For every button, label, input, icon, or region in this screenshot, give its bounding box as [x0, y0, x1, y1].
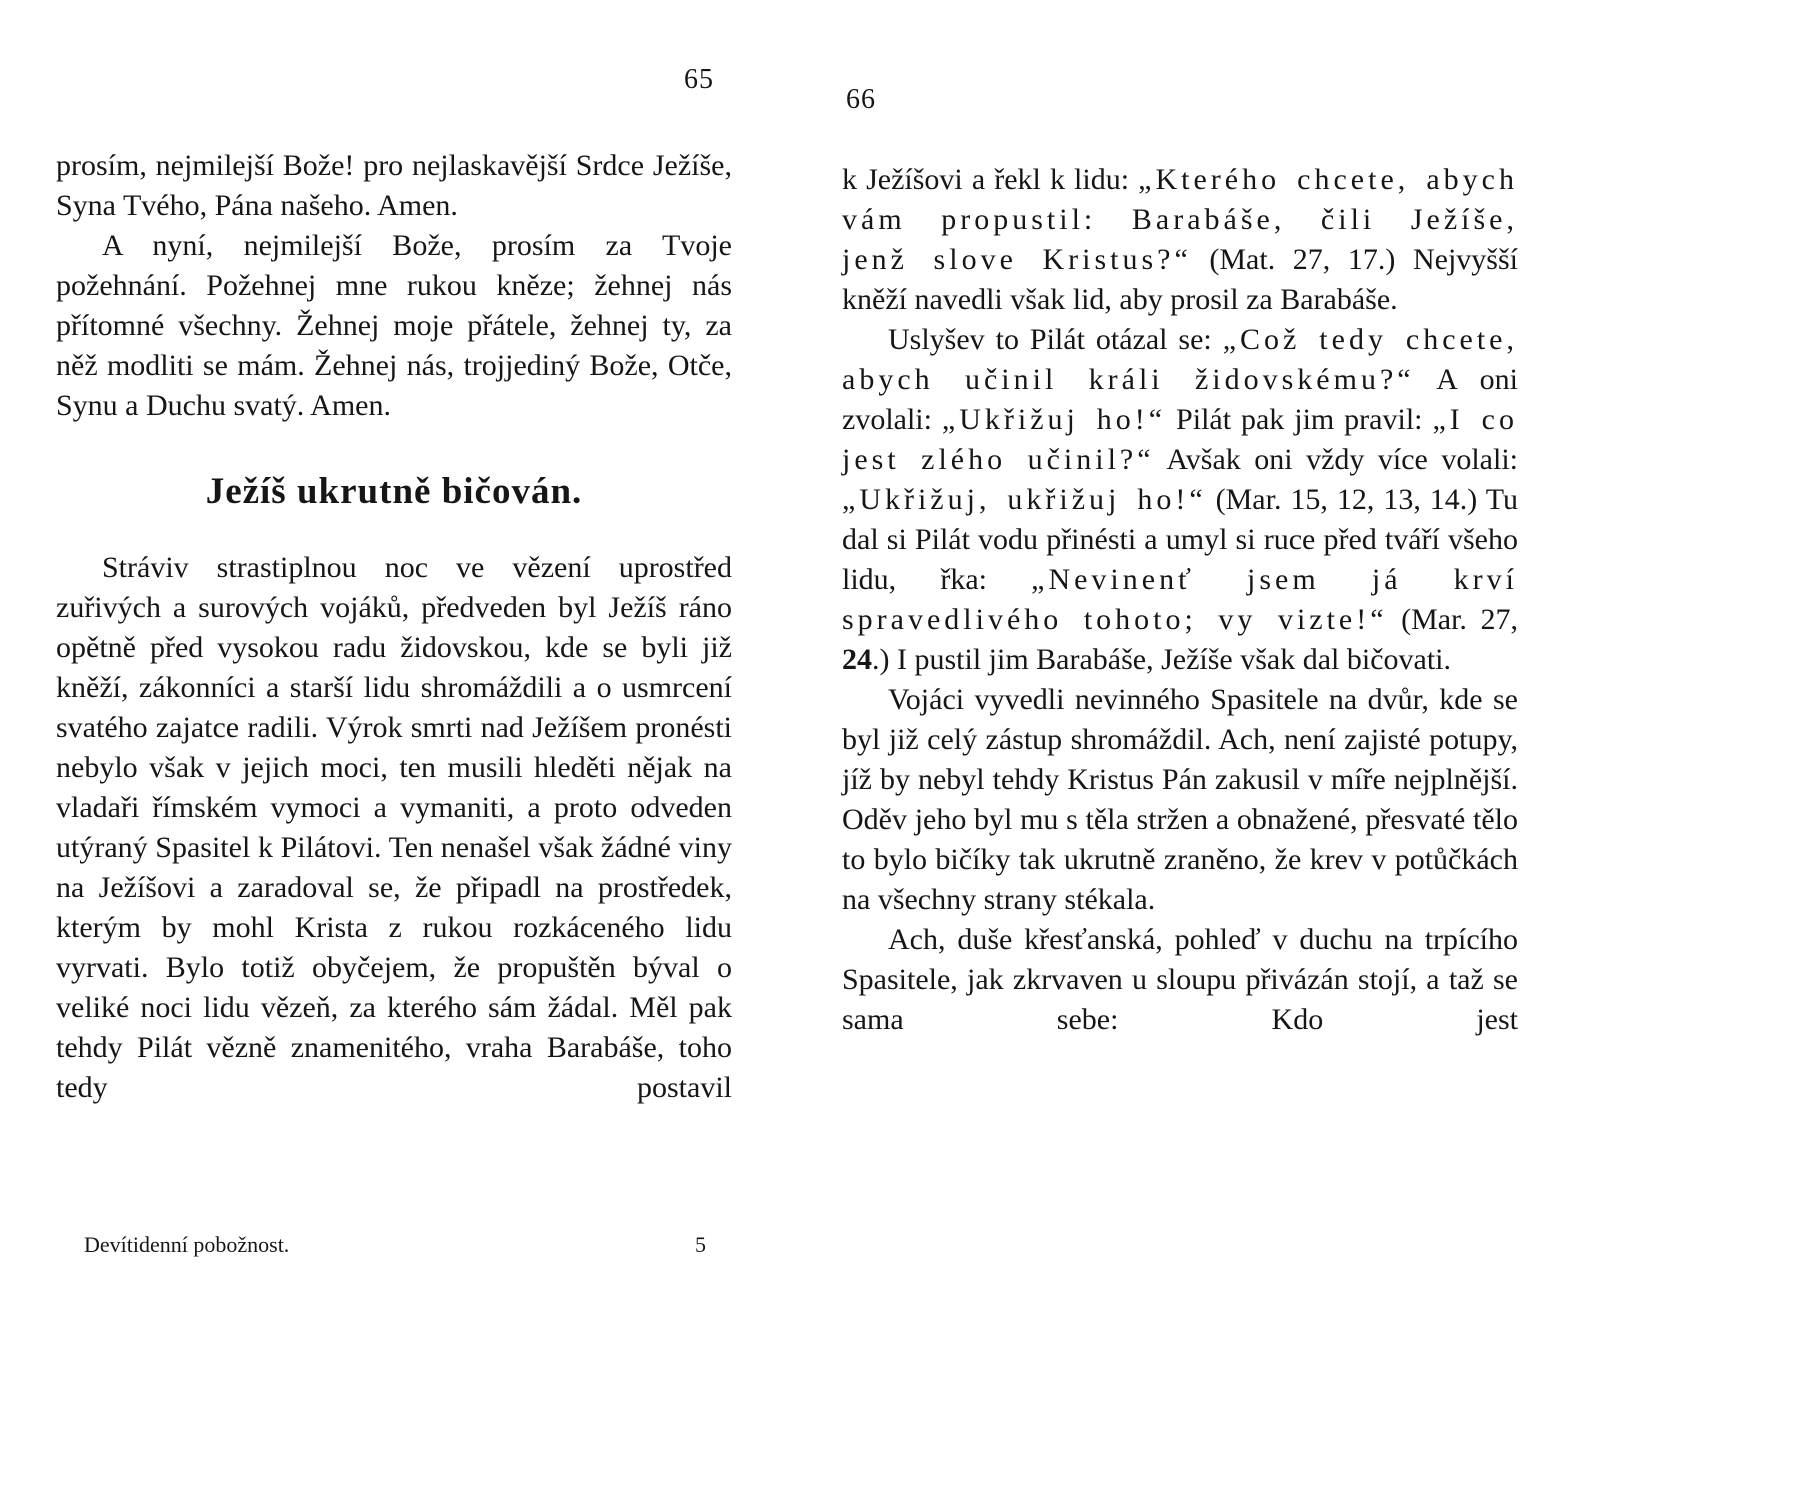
footer-signature-number: 5: [695, 1232, 706, 1257]
page-number-right: 66: [846, 84, 876, 115]
emphasized-quote: „Nevinenť jsem já krví spravedlivého tohoto; vy vizte!“: [842, 563, 1518, 636]
text-run: Ach, duše křesťanská, pohleď v duchu na trpícího Spasitele, jak zkrvaven u sloupu přivázán stojí, a taž se sama sebe: Kdo jest: [842, 923, 1518, 1036]
text-run: Pilát pak jim pravil:: [1166, 403, 1433, 436]
page-content-right: [842, 160, 1518, 1040]
page-number-left: 65: [684, 64, 714, 95]
paragraph: [56, 146, 732, 226]
page-left: [56, 0, 732, 1500]
text-run: prosím, nejmilejší Bože! pro nejlaskavější Srdce Ježíše, Syna Tvého, Pána našeho. Amen.: [56, 149, 732, 222]
page-footer: [56, 1232, 732, 1258]
emphasized-quote: „Ukřižuj ho!“: [941, 403, 1167, 436]
paragraph: [842, 320, 1518, 680]
paragraph: [56, 548, 732, 1108]
paragraph: [842, 680, 1518, 920]
text-run: (Mar. 15, 12, 13, 14.) Tu dal si Pilát vodu přinésti a umyl si ruce před tváří všeho lidu, řka:: [842, 483, 1518, 596]
page-content-left: [56, 146, 732, 1108]
text-run: Avšak oni vždy více volali:: [1154, 443, 1519, 476]
emphasized-quote: „Kterého chcete, abych vám propustil: Barabáše, čili Ježíše, jenž slove Kristus?“: [842, 163, 1518, 276]
emphasized-quote: „I co jest zlého učinil?“: [842, 403, 1518, 476]
text-run: (Mat. 27, 17.) Nejvyšší kněží navedli však lid, aby prosil za Barabáše.: [842, 243, 1518, 316]
text-run: 24: [842, 643, 872, 676]
text-run: A nyní, nejmilejší Bože, prosím za Tvoje požehnání. Požehnej mne rukou kněze; žehnej nás přítomné všechny. Žehnej moje přátele, žehnej ty, za něž modliti se mám. Žehnej nás, trojjediný Bože, Otče, Synu a Duchu svatý. Amen.: [56, 229, 732, 422]
text-run: Stráviv strastiplnou noc ve vězení uprostřed zuřivých a surových vojáků, předveden byl Ježíš ráno opětně před vysokou radu židovskou, kde se byli již kněží, zákonníci a starší lidu shromáždili a o usmrcení svatého zajatce radili. Výrok smrti nad Ježíšem pronésti nebylo však v jejich moci, ten musili hleděti nějak na vladaři římském vymoci a vymaniti, a proto odveden utýraný Spasitel k Pilátovi. Ten nenašel však žádné viny na Ježíšovi a zaradoval se, že připadl na prostředek, kterým by mohl Krista z rukou rozkáceného lidu vyrvati. Bylo totiž obyčejem, že propuštěn býval o veliké noci lidu vězeň, za kterého sám žádal. Měl pak tehdy Pilát vězně znamenitého, vraha Barabáše, toho tedy postavil: [56, 551, 732, 1104]
page-right: [842, 0, 1518, 1500]
text-run: (Mar. 27,: [1387, 603, 1518, 636]
text-run: Vojáci vyvedli nevinného Spasitele na dvůr, kde se byl již celý zástup shromáždil. Ach, není zajisté potupy, jíž by nebyl tehdy Kristus Pán zakusil v míře nejplnější. Oděv jeho byl mu s těla stržen a obnažené, přesvaté tělo to bylo bičíky tak ukrutně zraněno, že krev v potůčkách na všechny strany stékala.: [842, 683, 1518, 916]
paragraph: [842, 920, 1518, 1040]
text-run: Uslyšev to Pilát otázal se:: [888, 323, 1223, 356]
emphasized-quote: „Což tedy chcete, abych učinil králi židovskému?“: [842, 323, 1518, 396]
text-run: k Ježíšovi a řekl k lidu:: [842, 163, 1139, 196]
footer-book-title: Devítidenní pobožnost.: [84, 1232, 290, 1257]
paragraph: [842, 160, 1518, 320]
paragraph: [56, 226, 732, 426]
section-heading: Ježíš ukrutně bičován.: [205, 471, 583, 512]
emphasized-quote: „Ukřižuj, ukřižuj ho!“: [842, 483, 1207, 516]
text-run: .) I pustil jim Barabáše, Ježíše však dal bičovati.: [872, 643, 1452, 676]
text-run: A oni zvolali:: [842, 363, 1518, 436]
